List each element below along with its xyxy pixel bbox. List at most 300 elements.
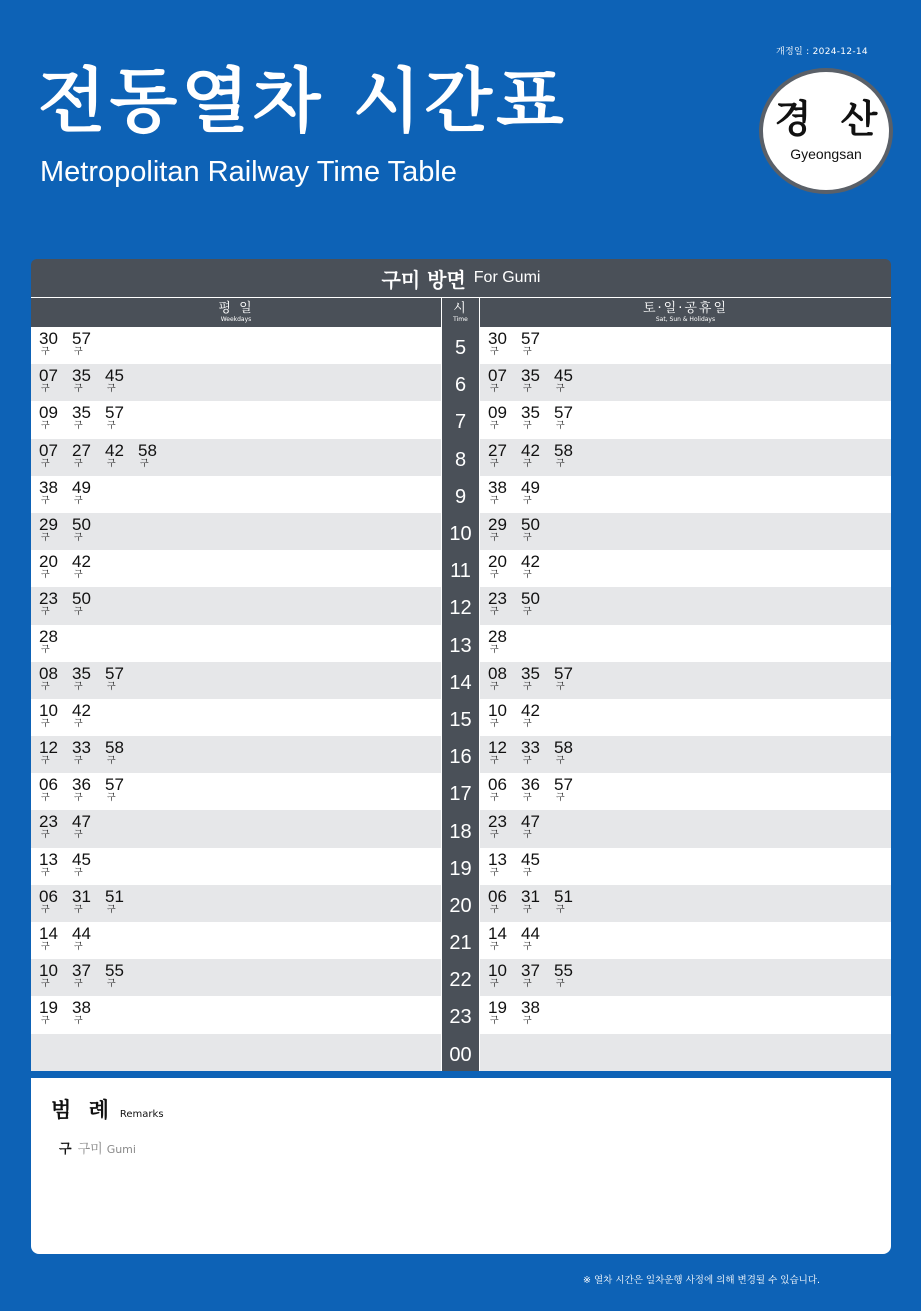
destination-abbr: 구 [556,421,565,432]
destination-abbr: 구 [523,384,532,395]
destination-abbr: 구 [74,681,83,692]
destination-abbr: 구 [74,904,83,915]
departure-time [521,516,554,543]
destination-abbr: 구 [107,793,116,804]
departure-minute: 07 [39,366,58,386]
table-row [31,810,891,847]
departure-minute: 36 [72,775,91,795]
time-header [441,298,480,327]
destination-abbr: 구 [523,421,532,432]
departure-time [39,330,72,357]
weekday-cell [31,513,441,550]
departure-minute: 45 [554,366,573,386]
departure-time [521,590,554,617]
departure-minute: 13 [488,849,507,869]
departure-minute: 57 [72,329,91,348]
departure-minute: 13 [39,849,58,869]
direction-header [31,259,891,297]
departure-minute: 58 [105,738,124,758]
departure-time [488,962,521,989]
weekday-cell [31,885,441,922]
departure-time [488,590,521,617]
destination-abbr: 구 [41,384,50,395]
departure-minute: 06 [39,886,58,906]
departure-minute: 42 [521,440,540,460]
departure-minute: 06 [488,775,507,795]
departure-minute: 55 [554,961,573,981]
weekend-cell [480,848,891,885]
hour-cell: 5 [441,327,480,364]
departure-time [105,404,138,431]
weekday-cell [31,364,441,401]
destination-abbr: 구 [74,867,83,878]
destination-abbr: 구 [556,458,565,469]
weekend-cell [480,959,891,996]
departure-minute: 58 [554,440,573,460]
page-title: 전동열차 시간표 [38,60,568,142]
departure-minute: 42 [521,700,540,720]
destination-abbr: 구 [107,756,116,767]
departure-minute: 30 [488,329,507,348]
departure-minute: 47 [521,812,540,832]
destination-abbr: 구 [41,793,50,804]
departure-time [488,739,521,766]
departure-minute: 58 [138,440,157,460]
legend-abbr: 구 [59,1142,72,1157]
weekend-cell [480,1034,891,1071]
departure-time [39,888,72,915]
table-row [31,550,891,587]
departure-minute: 08 [39,663,58,683]
departure-time [105,665,138,692]
destination-abbr: 구 [74,718,83,729]
departure-minute: 09 [488,403,507,423]
weekend-cell [480,401,891,438]
weekday-cell [31,773,441,810]
departure-time [105,888,138,915]
revision-date: 개정일 : 2024-12-14 [776,47,868,57]
departure-time [521,330,554,357]
destination-abbr: 구 [490,532,499,543]
departure-minute: 36 [521,775,540,795]
departure-minute: 50 [72,514,91,534]
departure-minute: 38 [488,477,507,497]
destination-abbr: 구 [490,979,499,990]
destination-abbr: 구 [490,830,499,841]
destination-abbr: 구 [41,532,50,543]
hour-cell: 14 [441,662,480,699]
departure-minute: 57 [554,775,573,795]
departure-minute: 10 [488,961,507,981]
column-header [31,297,891,327]
weekend-cell [480,364,891,401]
departure-time [554,665,587,692]
departure-minute: 50 [72,589,91,609]
weekday-cell [31,401,441,438]
weekend-cell [480,476,891,513]
footnote: ※ 열차 시간은 일차운행 사정에 의해 변경될 수 있습니다. [583,1275,821,1286]
destination-abbr: 구 [41,979,50,990]
table-row [31,996,891,1033]
departure-time [521,702,554,729]
weekend-header-en: Sat, Sun & Holidays [655,316,716,323]
departure-minute: 31 [72,886,91,906]
weekend-cell [480,922,891,959]
destination-abbr: 구 [490,384,499,395]
departure-time [105,367,138,394]
weekend-cell [480,736,891,773]
departure-time [72,999,105,1026]
weekday-cell [31,327,441,364]
destination-abbr: 구 [490,421,499,432]
destination-abbr: 구 [41,644,50,655]
departure-time [521,367,554,394]
destination-abbr: 구 [107,681,116,692]
departure-time [521,962,554,989]
destination-abbr: 구 [74,532,83,543]
departure-time [72,813,105,840]
departure-minute: 29 [488,514,507,534]
departure-minute: 14 [39,924,58,943]
departure-time [39,628,72,655]
weekday-cell [31,439,441,476]
destination-abbr: 구 [41,830,50,841]
destination-abbr: 구 [490,1016,499,1027]
page-subtitle: Metropolitan Railway Time Table [40,156,457,188]
departure-minute: 27 [488,440,507,460]
departure-time [488,404,521,431]
weekend-cell [480,662,891,699]
destination-abbr: 구 [523,570,532,581]
weekday-cell [31,662,441,699]
destination-abbr: 구 [107,904,116,915]
destination-abbr: 구 [490,681,499,692]
departure-minute: 38 [521,998,540,1018]
hour-cell: 23 [441,996,480,1033]
weekday-cell [31,625,441,662]
departure-minute: 44 [521,924,540,943]
destination-abbr: 구 [74,942,83,952]
weekday-cell [31,922,441,959]
destination-abbr: 구 [74,793,83,804]
weekday-cell [31,587,441,624]
departure-minute: 57 [105,663,124,683]
departure-time [39,367,72,394]
departure-time [39,702,72,729]
destination-abbr: 구 [41,495,50,506]
direction-ko: 구미 방면 [381,267,466,292]
hour-cell: 16 [441,736,480,773]
hour-cell: 13 [441,625,480,662]
departure-time [105,776,138,803]
departure-time [39,665,72,692]
weekend-header [480,298,891,327]
departure-minute: 37 [72,961,91,981]
departure-time [521,404,554,431]
departure-minute: 58 [554,738,573,758]
table-row [31,401,891,438]
weekday-header [31,298,441,327]
departure-minute: 50 [521,514,540,534]
legend-label-ko: 구미 [77,1142,103,1157]
departure-minute: 42 [521,552,540,572]
weekday-cell [31,848,441,885]
destination-abbr: 구 [74,756,83,767]
destination-abbr: 구 [41,458,50,469]
destination-abbr: 구 [556,979,565,990]
departure-time [72,442,105,469]
destination-abbr: 구 [523,681,532,692]
departure-time [488,553,521,580]
destination-abbr: 구 [490,644,499,655]
departure-minute: 35 [521,403,540,423]
time-header-ko: 시 [453,301,468,316]
departure-minute: 12 [39,738,58,758]
table-row [31,1034,891,1071]
timetable-rows [31,327,891,1071]
departure-time [488,925,521,952]
departure-time [39,516,72,543]
hour-cell: 22 [441,959,480,996]
departure-time [521,851,554,878]
departure-time [105,739,138,766]
destination-abbr: 구 [41,1016,50,1027]
destination-abbr: 구 [74,458,83,469]
destination-abbr: 구 [556,793,565,804]
destination-abbr: 구 [523,793,532,804]
table-row [31,327,891,364]
weekday-cell [31,699,441,736]
departure-time [554,776,587,803]
weekend-cell [480,699,891,736]
departure-time [105,962,138,989]
hour-cell: 9 [441,476,480,513]
destination-abbr: 구 [107,458,116,469]
departure-minute: 38 [39,477,58,497]
legend-label-en: Gumi [106,1143,136,1156]
departure-time [521,888,554,915]
departure-time [138,442,171,469]
departure-minute: 12 [488,738,507,758]
departure-time [72,851,105,878]
departure-minute: 49 [521,477,540,497]
destination-abbr: 구 [556,756,565,767]
destination-abbr: 구 [74,607,83,618]
departure-time [72,553,105,580]
destination-abbr: 구 [41,570,50,581]
departure-minute: 30 [39,329,58,348]
departure-time [39,590,72,617]
destination-abbr: 구 [41,756,50,767]
departure-time [39,442,72,469]
hour-cell: 6 [441,364,480,401]
destination-abbr: 구 [107,421,116,432]
departure-minute: 14 [488,924,507,943]
departure-time [39,553,72,580]
station-name-ko: 경 산 [774,97,886,141]
departure-minute: 50 [521,589,540,609]
time-header-en: Time [453,316,468,323]
departure-time [521,925,554,952]
departure-time [488,776,521,803]
departure-time [72,888,105,915]
departure-time [521,813,554,840]
remarks-title [51,1094,164,1124]
departure-time [488,479,521,506]
departure-time [488,628,521,655]
weekday-cell [31,736,441,773]
departure-time [39,404,72,431]
weekend-cell [480,439,891,476]
remarks-title-ko: 범 례 [51,1098,114,1122]
departure-minute: 08 [488,663,507,683]
remarks-panel [31,1078,891,1254]
departure-minute: 06 [39,775,58,795]
departure-minute: 42 [72,552,91,572]
departure-time [488,851,521,878]
weekday-cell [31,959,441,996]
timetable [31,259,891,1071]
destination-abbr: 구 [556,384,565,395]
table-row [31,773,891,810]
departure-minute: 19 [488,998,507,1018]
hour-cell: 20 [441,885,480,922]
departure-minute: 10 [39,961,58,981]
departure-time [72,925,105,952]
table-row [31,662,891,699]
destination-abbr: 구 [523,830,532,841]
destination-abbr: 구 [490,867,499,878]
departure-minute: 33 [521,738,540,758]
destination-abbr: 구 [523,979,532,990]
destination-abbr: 구 [74,979,83,990]
departure-minute: 23 [488,589,507,609]
destination-abbr: 구 [523,867,532,878]
hour-cell: 00 [441,1034,480,1071]
departure-minute: 55 [105,961,124,981]
departure-time [72,776,105,803]
destination-abbr: 구 [523,756,532,767]
departure-time [488,813,521,840]
table-row [31,848,891,885]
destination-abbr: 구 [523,1016,532,1027]
destination-abbr: 구 [74,495,83,506]
table-row [31,476,891,513]
destination-abbr: 구 [41,942,50,952]
table-row [31,736,891,773]
departure-time [488,888,521,915]
departure-time [72,516,105,543]
table-row [31,885,891,922]
weekend-cell [480,810,891,847]
departure-time [72,367,105,394]
departure-time [39,851,72,878]
destination-abbr: 구 [490,347,499,357]
destination-abbr: 구 [523,718,532,729]
table-row [31,699,891,736]
weekday-cell [31,1034,441,1071]
weekend-cell [480,773,891,810]
departure-time [521,479,554,506]
departure-time [554,962,587,989]
departure-minute: 19 [39,998,58,1018]
departure-minute: 45 [105,366,124,386]
departure-minute: 20 [488,552,507,572]
departure-time [39,739,72,766]
hour-cell: 8 [441,439,480,476]
weekend-cell [480,587,891,624]
departure-minute: 33 [72,738,91,758]
departure-time [488,330,521,357]
departure-minute: 31 [521,886,540,906]
departure-time [521,442,554,469]
departure-time [554,367,587,394]
destination-abbr: 구 [523,495,532,506]
departure-time [72,962,105,989]
departure-time [488,516,521,543]
destination-abbr: 구 [556,904,565,915]
departure-minute: 07 [39,440,58,460]
departure-minute: 45 [521,849,540,869]
departure-minute: 10 [488,700,507,720]
weekend-cell [480,550,891,587]
legend-item [59,1138,136,1157]
destination-abbr: 구 [41,904,50,915]
departure-minute: 44 [72,924,91,943]
departure-minute: 35 [521,663,540,683]
departure-time [521,999,554,1026]
table-row [31,959,891,996]
departure-minute: 42 [105,440,124,460]
destination-abbr: 구 [107,384,116,395]
departure-minute: 51 [554,886,573,906]
departure-time [521,739,554,766]
weekend-cell [480,996,891,1033]
departure-minute: 42 [72,700,91,720]
destination-abbr: 구 [523,532,532,543]
departure-time [554,442,587,469]
destination-abbr: 구 [490,793,499,804]
destination-abbr: 구 [556,681,565,692]
departure-time [72,404,105,431]
table-row [31,364,891,401]
station-badge [759,68,893,194]
destination-abbr: 구 [490,458,499,469]
departure-time [488,999,521,1026]
departure-minute: 57 [105,775,124,795]
destination-abbr: 구 [74,570,83,581]
hour-cell: 11 [441,550,480,587]
hour-cell: 15 [441,699,480,736]
departure-minute: 28 [488,626,507,646]
hour-cell: 21 [441,922,480,959]
departure-minute: 20 [39,552,58,572]
departure-time [39,999,72,1026]
departure-time [72,590,105,617]
destination-abbr: 구 [490,607,499,618]
departure-minute: 09 [39,403,58,423]
departure-minute: 23 [39,812,58,832]
destination-abbr: 구 [41,718,50,729]
destination-abbr: 구 [490,756,499,767]
departure-time [39,813,72,840]
departure-minute: 35 [521,366,540,386]
departure-minute: 57 [105,403,124,423]
departure-minute: 35 [72,663,91,683]
departure-time [554,888,587,915]
departure-minute: 07 [488,366,507,386]
departure-minute: 23 [488,812,507,832]
